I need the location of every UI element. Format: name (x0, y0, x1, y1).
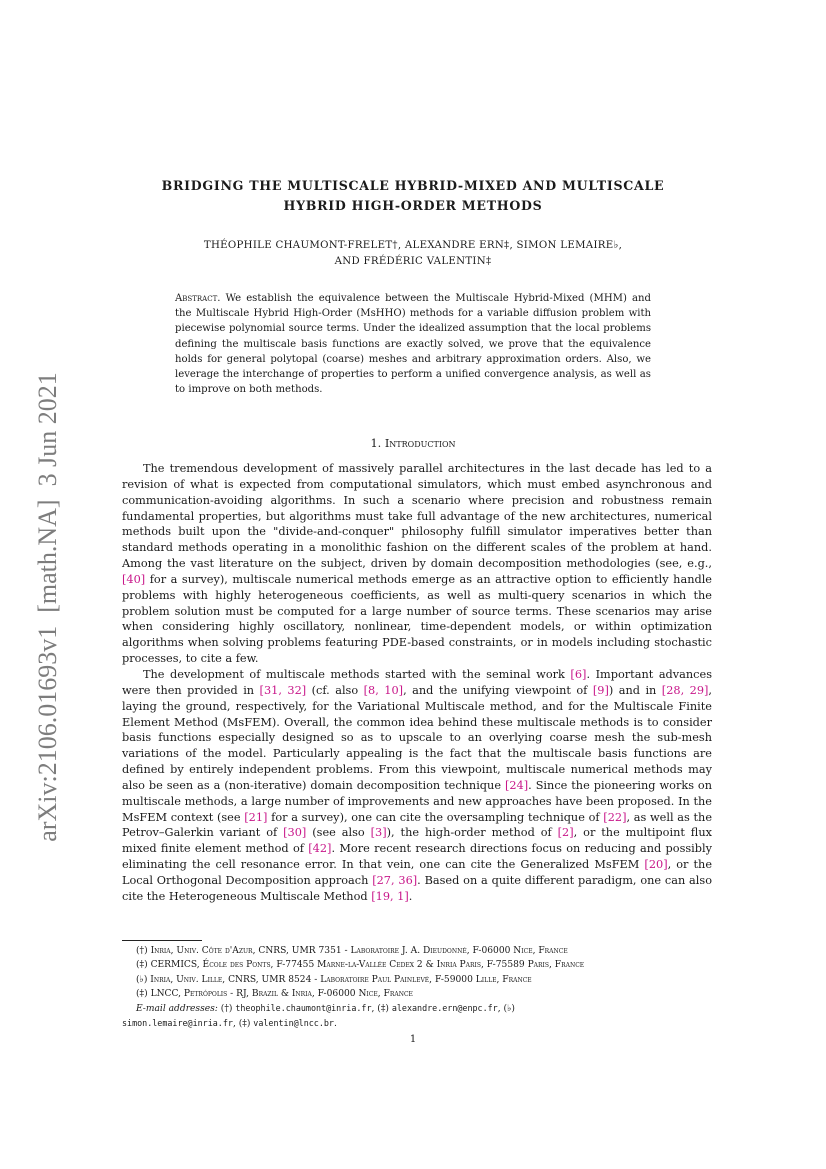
section-heading (120, 437, 706, 450)
footnote-affiliation-3 (122, 973, 712, 987)
citation-link[interactable]: [27, 36] (372, 873, 418, 887)
title-line-2: HYBRID HIGH-ORDER METHODS (283, 197, 543, 213)
citation-link[interactable]: [3] (370, 826, 387, 840)
author-list (120, 238, 706, 269)
arxiv-stamp-graphic (30, 328, 64, 886)
paragraph-2 (122, 667, 712, 905)
paragraph-text: , as well as the Petrov–Galerkin variant of (122, 810, 713, 840)
citation-link[interactable]: [21] (244, 810, 268, 824)
authors-line-1: THÉOPHILE CHAUMONT-FRELET†, ALEXANDRE ERN‡, SIMON LEMAIRE♭, (203, 240, 623, 251)
paragraph-text: . Based on a quite different paradigm, one can also cite the Heterogeneous Multiscale Method (122, 873, 713, 903)
paragraph-text: . Since the pioneering works on multiscale methods, a large number of improvements and new approaches have been proposed. In the MsFEM context (see (122, 778, 713, 824)
email-link[interactable]: theophile.chaumont@inria.fr (235, 1003, 372, 1014)
citation-link[interactable]: [40] (122, 572, 146, 586)
paragraph-text: (see also (306, 826, 371, 840)
arxiv-sidebar-stamp (30, 328, 64, 886)
citation-link[interactable]: [22] (603, 810, 627, 824)
footnote-text: LNCC, Petrópolis - RJ, Brazil & Inria, F-06000 Nice, France (150, 988, 413, 999)
citation-link[interactable]: [42] (308, 842, 332, 856)
footnote-emails: E-mail addresses: (†) theophile.chaumont@inria.fr, (‡) alexandre.ern@enpc.fr, (♭) (136, 1003, 515, 1015)
page-number: 1 (409, 1034, 417, 1045)
abstract-label: Abstract. (175, 293, 221, 304)
footnote-mark: (‡) (136, 988, 148, 999)
paragraph-text: (cf. also (306, 683, 364, 697)
paragraph-text: , or the multipoint flux mixed finite element method of (122, 826, 712, 856)
footnote-text: CERMICS, École des Ponts, F-77455 Marne-la-Vallée Cedex 2 & Inria Paris, F-75589 Paris, France (150, 960, 585, 971)
citation-link[interactable]: [28, 29] (661, 683, 709, 697)
section-number: 1. (370, 437, 382, 450)
paper-title (120, 176, 706, 215)
paragraph-text: The development of multiscale methods started with the seminal work (143, 667, 571, 681)
abstract (175, 291, 651, 397)
footnote-divider (122, 940, 202, 941)
paragraph-text: ) and in (608, 683, 662, 697)
paragraph-text: . (408, 889, 413, 903)
footnote-affiliation-1 (122, 944, 712, 958)
email-link[interactable]: alexandre.ern@enpc.fr (391, 1003, 498, 1014)
footnote-text: Inria, Univ. Lille, CNRS, UMR 8524 - Laboratoire Paul Painlevé, F-59000 Lille, France (150, 974, 532, 985)
citation-link[interactable]: [31, 32] (259, 683, 307, 697)
paragraph-1 (122, 461, 712, 667)
citation-link[interactable]: [19, 1] (371, 889, 409, 903)
footnotes (122, 944, 712, 1032)
footnote-mark: (‡) (377, 1004, 389, 1015)
paragraph-text: , or the Local Orthogonal Decomposition approach (122, 858, 712, 887)
email-label: E-mail addresses: (136, 1004, 218, 1015)
paragraph-text: The tremendous development of massively parallel architectures in the last decade has led to a revision of what is expected from computational simulators, which must embed asynchronous and communication-avoiding algorithms. In such a scenario where precision and robustness remain fundamental properties, but algorithms must take full advantage of the new architectures, numerical methods built upon the "divide-and-conquer" philosophy fulfill simulator imperatives better than standard methods operating in a monolithic fashion on the different scales of the problem at hand. Among the vast literature on the subject, driven by domain decomposition methodologies (see, e.g., (122, 462, 712, 571)
footnote-emails-continued: simon.lemaire@inria.fr, (‡) valentin@lncc.br. (122, 1018, 337, 1030)
paragraph-text: for a survey), multiscale numerical methods emerge as an attractive option to efficiently handle problems with highly heterogeneous coefficients, as well as multi-query scenarios in which the problem solution must be computed for a large number of source terms. These scenarios may arise when considering highly oscillatory, nonlinear, time-dependent models, or within optimization algorithms when solving problems featuring PDE-based constraints, or in models including stochastic processes, to cite a few. (122, 572, 712, 666)
citation-link[interactable]: [20] (644, 858, 668, 872)
citation-link[interactable]: [30] (283, 826, 307, 840)
citation-link[interactable]: [6] (570, 667, 587, 681)
paragraph-text: , laying the ground, respectively, for the Variational Multiscale method, and for the Multiscale Finite Element Method (MsFEM). Overall, the common idea behind these multiscale methods is to consider basis functions especially designed so as to upscale to an overlying coarse mesh the sub-mesh variations of the model. Particularly appealing is the fact that the multiscale basis functions are defined by entirely independent problems. From this viewpoint, multiscale numerical methods may also be seen as a (non-iterative) domain decomposition technique (122, 683, 713, 792)
arxiv-stamp-text: arXiv:2106.01693v1 [math.NA] 3 Jun 2021 (33, 372, 62, 842)
footnote-mark: (‡) (238, 1019, 251, 1030)
introduction-body (122, 461, 712, 905)
email-link[interactable]: valentin@lncc.br (253, 1018, 334, 1029)
authors-line-2: AND FRÉDÉRIC VALENTIN‡ (334, 255, 492, 267)
paragraph-text: ), the high-order method of (386, 826, 558, 840)
footnote-text: Inria, Univ. Côte d'Azur, CNRS, UMR 7351 - Laboratoire J. A. Dieudonné, F-06000 Nice, France (150, 946, 568, 956)
paragraph-text: , and the unifying viewpoint of (403, 683, 593, 697)
footnote-mark: (♭) (136, 974, 148, 985)
footnote-mark: (†) (220, 1004, 233, 1015)
footnote-mark: (†) (136, 946, 148, 956)
paragraph-text: . More recent research directions focus on reducing and possibly eliminating the cell resonance error. In that vein, one can cite the Generalized MsFEM (122, 842, 712, 872)
abstract-text: We establish the equivalence between the Multiscale Hybrid-Mixed (MHM) and the Multiscale Hybrid High-Order (MsHHO) methods for a variable diffusion problem with piecewise polynomial source terms. Under the idealized assumption that the local problems defining the multiscale basis functions are exactly solved, we prove that the equivalence holds for general polytopal (coarse) meshes and arbitrary approximation orders. Also, we leverage the interchange of properties to perform a unified convergence analysis, as well as to improve on both methods. (175, 293, 651, 396)
footnote-affiliation-4 (122, 987, 712, 1001)
footnote-affiliation-2 (122, 958, 712, 972)
citation-link[interactable]: [8, 10] (363, 683, 404, 697)
paragraph-text: for a survey), one can cite the oversampling technique of (267, 810, 604, 824)
email-link[interactable]: simon.lemaire@inria.fr (122, 1018, 233, 1029)
citation-link[interactable]: [24] (504, 778, 529, 792)
section-title: Introduction (384, 437, 456, 450)
citation-link[interactable]: [2] (557, 826, 574, 840)
title-line-1: BRIDGING THE MULTISCALE HYBRID-MIXED AND MULTISCALE (161, 178, 665, 193)
footnote-mark: (‡) (136, 960, 148, 971)
citation-link[interactable]: [9] (592, 683, 609, 697)
paragraph-text: . Important advances were then provided in (122, 667, 712, 697)
footnote-mark: (♭) (503, 1004, 515, 1015)
